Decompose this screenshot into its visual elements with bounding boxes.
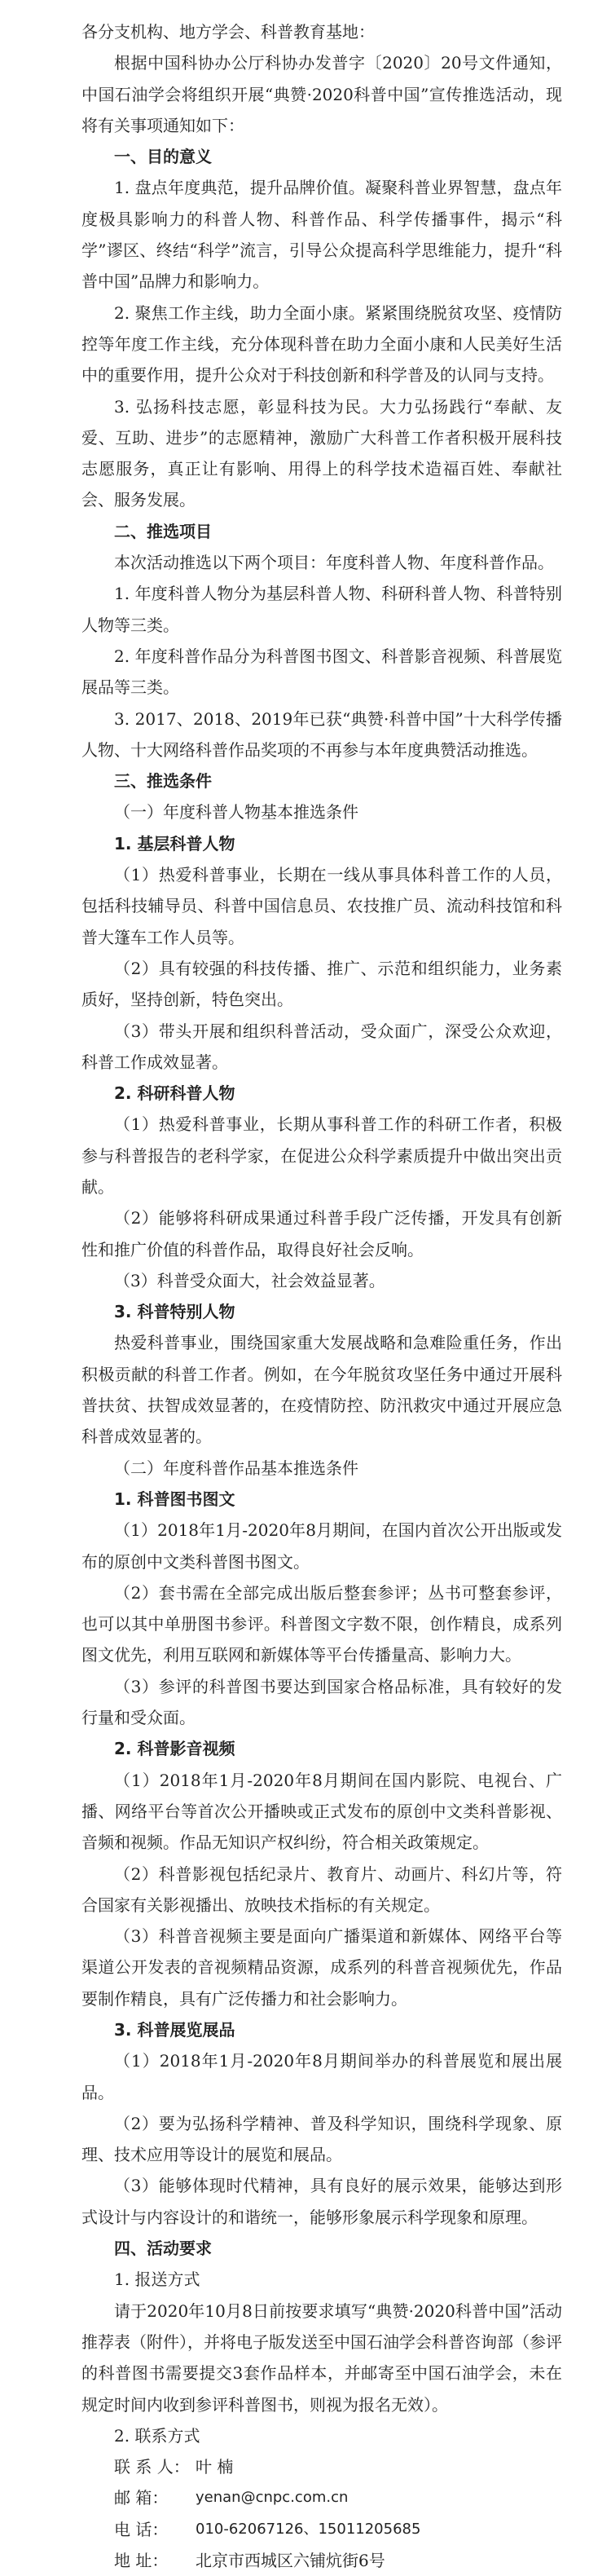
paragraph: （1）2018年1月-2020年8月期间举办的科普展览和展出展品。 [81,2051,562,2102]
paragraph: 1. 年度科普人物分为基层科普人物、科研科普人物、科普特别人物等三类。 [81,584,562,635]
paragraph: 1. 盘点年度典范，提升品牌价值。凝聚科普业界智慧，盘点年度极具影响力的科普人物、科普作品、科学传播事件，揭示“科学”谬区、终结“科学”流言，引导公众提高科学思维能力，提升“科普中国”品牌力和影响力。 [81,178,562,292]
paragraph: （2）科普影视包括纪录片、教育片、动画片、科幻片等，符合国家有关影视播出、放映技术指标的有关规定。 [81,1864,562,1915]
paragraph: （2）具有较强的科技传播、推广、示范和组织能力，业务素质好，坚持创新，特色突出。 [81,958,562,1010]
section-heading-requirements: 四、活动要求 [114,2239,212,2259]
contact-label: 联 系 人： [114,2457,190,2477]
contact-phone-row [81,2514,562,2545]
paragraph: （3）科普音视频主要是面向广播渠道和新媒体、网络平台等渠道公开发表的音视频精品资源，成系列的科普音视频优先，作品要制作精良，具有广泛传播力和社会影响力。 [81,1926,562,2009]
item-heading: 3. 科普展览展品 [114,2020,235,2040]
paragraph: （3）科普受众面大，社会效益显著。 [114,1270,385,1290]
item-heading: 3. 科普特别人物 [114,1302,235,1322]
salutation: 各分支机构、地方学会、科普教育基地： [81,22,375,42]
paragraph: 2. 聚焦工作主线，助力全面小康。紧紧围绕脱贫攻坚、疫情防控等年度工作主线，充分体现科普在助力全面小康和人民美好生活中的重要作用，提升公众对于科技创新和科学普及的认同与支持。 [81,302,562,386]
item-heading: 2. 科普影音视频 [114,1739,235,1759]
item-heading: 2. 科研科普人物 [114,1083,235,1104]
paragraph: （1）热爱科普事业，长期在一线从事具体科普工作的人员，包括科技辅导员、科普中国信息员、农技推广员、流动科技馆和科普大篷车工作人员等。 [81,865,562,947]
contact-label: 地 址： [114,2551,169,2571]
paragraph: 请于2020年10月8日前按要求填写“典赞·2020科普中国”活动推荐表（附件），并将电子版发送至中国石油学会科普咨询部（参评的科普图书需要提交3套作品样本，并邮寄至中国石油学会，未在规定时间内收到参评科普图书，则视为报名无效）。 [81,2300,562,2415]
paragraph: （1）2018年1月-2020年8月期间在国内影院、电视台、广播、网络平台等首次公开播映或正式发布的原创中文类科普影视、音频和视频。作品无知识产权纠纷，符合相关政策规定。 [81,1770,562,1853]
paragraph: （1）2018年1月-2020年8月期间，在国内首次公开出版或发布的原创中文类科普图书图文。 [81,1520,562,1572]
section-heading-purpose: 一、目的意义 [114,147,212,167]
intro-paragraph: 根据中国科协办公厅科协办发普字〔2020〕20号文件通知，中国石油学会将组织开展“典赞·2020科普中国”宣传推选活动，现将有关事项通知如下： [81,53,562,135]
section-heading-conditions: 三、推选条件 [114,771,212,792]
paragraph: 3. 2017、2018、2019年已获“典赞·科普中国”十大科学传播人物、十大网络科普作品奖项的不再参与本年度典赞活动推选。 [81,708,562,760]
paragraph: 热爱科普事业，围绕国家重大发展战略和急难险重任务，作出积极贡献的科普工作者。例如，在今年脱贫攻坚任务中通过开展科普扶贫、扶智成效显著的，在疫情防控、防汛救灾中通过开展应急科普成效显著的。 [81,1333,562,1447]
paragraph: （2）套书需在全部完成出版后整套参评；丛书可整套参评，也可以其中单册图书参评。科普图文字数不限，创作精良，成系列图文优先，利用互联网和新媒体等平台传播量高、影响力大。 [81,1582,562,1665]
paragraph: （3）参评的科普图书要达到国家合格品标准，具有较好的发行量和受众面。 [81,1676,562,1728]
item-heading: 1. 科普图书图文 [114,1489,235,1509]
contact-address-row [81,2545,562,2576]
item-heading: 1. 报送方式 [114,2269,200,2290]
contact-phone-value: 010-62067126、15011205685 [196,2520,421,2538]
subsection-heading-works: （二）年度科普作品基本推选条件 [114,1458,358,1478]
paragraph: 2. 年度科普作品分为科普图书图文、科普影音视频、科普展览展品等三类。 [81,646,562,698]
paragraph: （2）能够将科研成果通过科普手段广泛传播，开发具有创新性和推广价值的科普作品，取得良好社会反响。 [81,1208,562,1259]
paragraph: （3）带头开展和组织科普活动，受众面广，深受公众欢迎，科普工作成效显著。 [81,1021,562,1072]
paragraph: （2）要为弘扬科学精神、普及科学知识，围绕科学现象、原理、技术应用等设计的展览和展品。 [81,2113,562,2165]
contact-label: 电 话： [114,2519,169,2539]
contact-label: 邮 箱： [114,2488,169,2508]
contact-person-value: 叶 楠 [196,2457,234,2477]
subsection-heading-people: （一）年度科普人物基本推选条件 [114,802,358,823]
paragraph: （3）能够体现时代精神，具有良好的展示效果，能够达到形式设计与内容设计的和谐统一，能够形象展示科学现象和原理。 [81,2176,562,2227]
paragraph: （1）热爱科普事业，长期从事科普工作的科研工作者，积极参与科普报告的老科学家，在促进公众科学素质提升中做出突出贡献。 [81,1114,562,1197]
item-heading: 2. 联系方式 [114,2425,200,2446]
contact-person-row [81,2451,562,2482]
item-heading: 1. 基层科普人物 [114,833,235,854]
contact-email-row [81,2482,562,2513]
contact-address-value: 北京市西城区六铺炕街6号 [196,2551,385,2571]
section-heading-items: 二、推选项目 [114,521,212,541]
contact-email-value: yenan@cnpc.com.cn [196,2489,349,2507]
paragraph: 3. 弘扬科技志愿，彰显科技为民。大力弘扬践行“奉献、友爱、互助、进步”的志愿精神，激励广大科普工作者积极开展科技志愿服务，真正让有影响、用得上的科学技术造福百姓、奉献社会、服务发展。 [81,396,562,510]
paragraph: 本次活动推选以下两个项目：年度科普人物、年度科普作品。 [114,553,554,573]
